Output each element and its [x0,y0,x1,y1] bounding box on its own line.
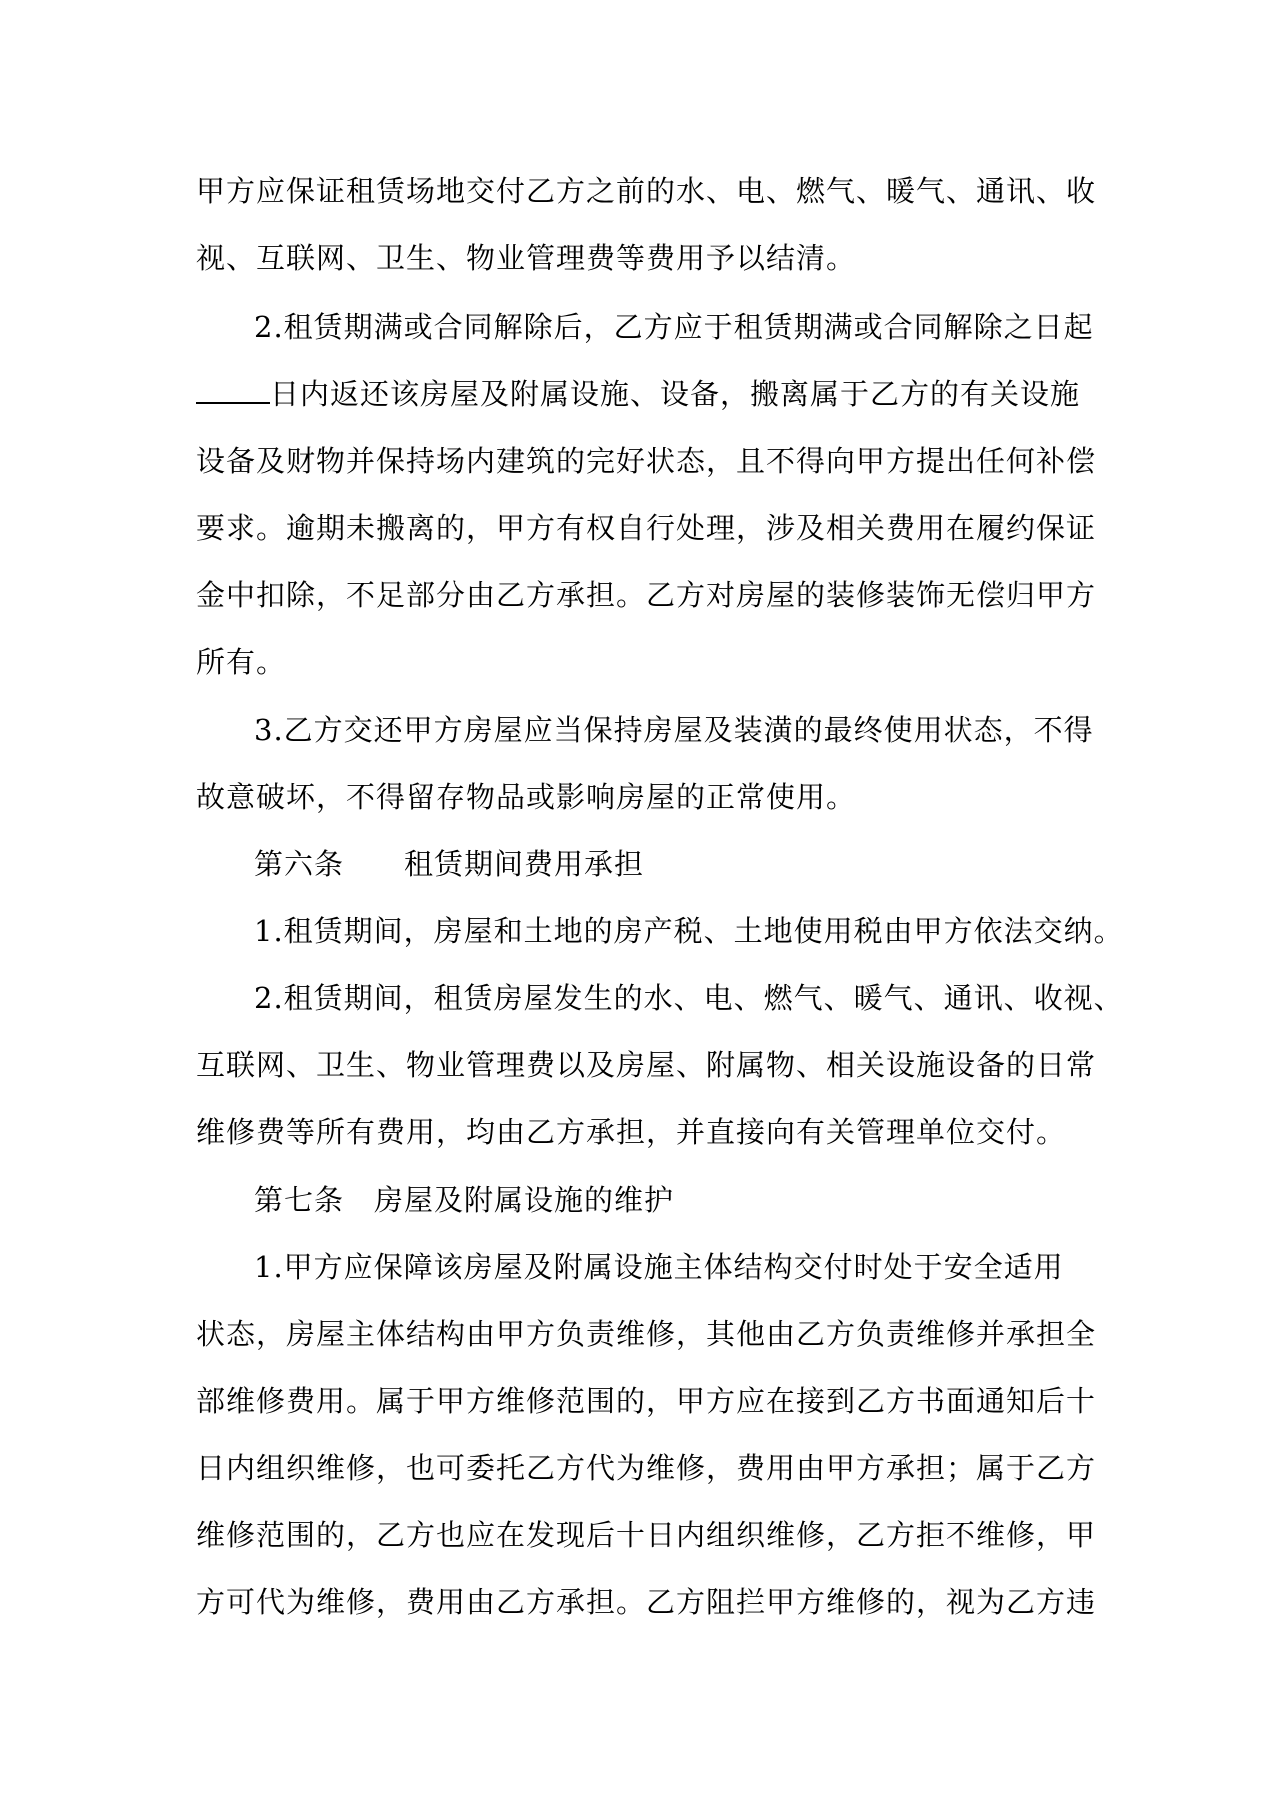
text-line-4-content: 日内返还该房屋及附属设施、设备，搬离属于乙方的有关设施 [270,377,1081,411]
text-line-3: 2.租赁期满或合同解除后，乙方应于租赁期满或合同解除之日起 [254,310,1094,344]
text-line-17: 1.甲方应保障该房屋及附属设施主体结构交付时处于安全适用 [254,1250,1064,1284]
text-line-14: 互联网、卫生、物业管理费以及房屋、附属物、相关设施设备的日常 [196,1048,1097,1082]
text-line-2: 视、互联网、卫生、物业管理费等费用予以结清。 [196,241,857,275]
text-line-12: 1.租赁期间，房屋和土地的房产税、土地使用税由甲方依法交纳。 [254,914,1124,948]
text-line-4 [196,374,1080,414]
text-line-9: 3.乙方交还甲方房屋应当保持房屋及装潢的最终使用状态，不得 [254,713,1094,747]
text-line-5: 设备及财物并保持场内建筑的完好状态，且不得向甲方提出任何补偿 [196,444,1097,478]
text-line-18: 状态，房屋主体结构由甲方负责维修，其他由乙方负责维修并承担全 [196,1317,1097,1351]
text-line-13: 2.租赁期间，租赁房屋发生的水、电、燃气、暖气、通讯、收视、 [254,981,1124,1015]
text-line-1: 甲方应保证租赁场地交付乙方之前的水、电、燃气、暖气、通讯、收 [196,174,1097,208]
section-heading-7: 第七条 房屋及附属设施的维护 [254,1183,675,1217]
section-heading-6: 第六条 租赁期间费用承担 [254,847,645,881]
text-line-20: 日内组织维修，也可委托乙方代为维修，费用由甲方承担；属于乙方 [196,1451,1097,1485]
text-line-21: 维修范围的，乙方也应在发现后十日内组织维修，乙方拒不维修，甲 [196,1518,1097,1552]
text-line-10: 故意破坏，不得留存物品或影响房屋的正常使用。 [196,780,857,814]
text-line-19: 部维修费用。属于甲方维修范围的，甲方应在接到乙方书面通知后十 [196,1384,1097,1418]
text-line-7: 金中扣除，不足部分由乙方承担。乙方对房屋的装修装饰无偿归甲方 [196,578,1097,612]
fill-in-blank [196,378,270,404]
text-line-15: 维修费等所有费用，均由乙方承担，并直接向有关管理单位交付。 [196,1115,1067,1149]
text-line-8: 所有。 [196,645,287,679]
text-line-22: 方可代为维修，费用由乙方承担。乙方阻拦甲方维修的，视为乙方违 [196,1585,1097,1619]
text-line-6: 要求。逾期未搬离的，甲方有权自行处理，涉及相关费用在履约保证 [196,511,1097,545]
